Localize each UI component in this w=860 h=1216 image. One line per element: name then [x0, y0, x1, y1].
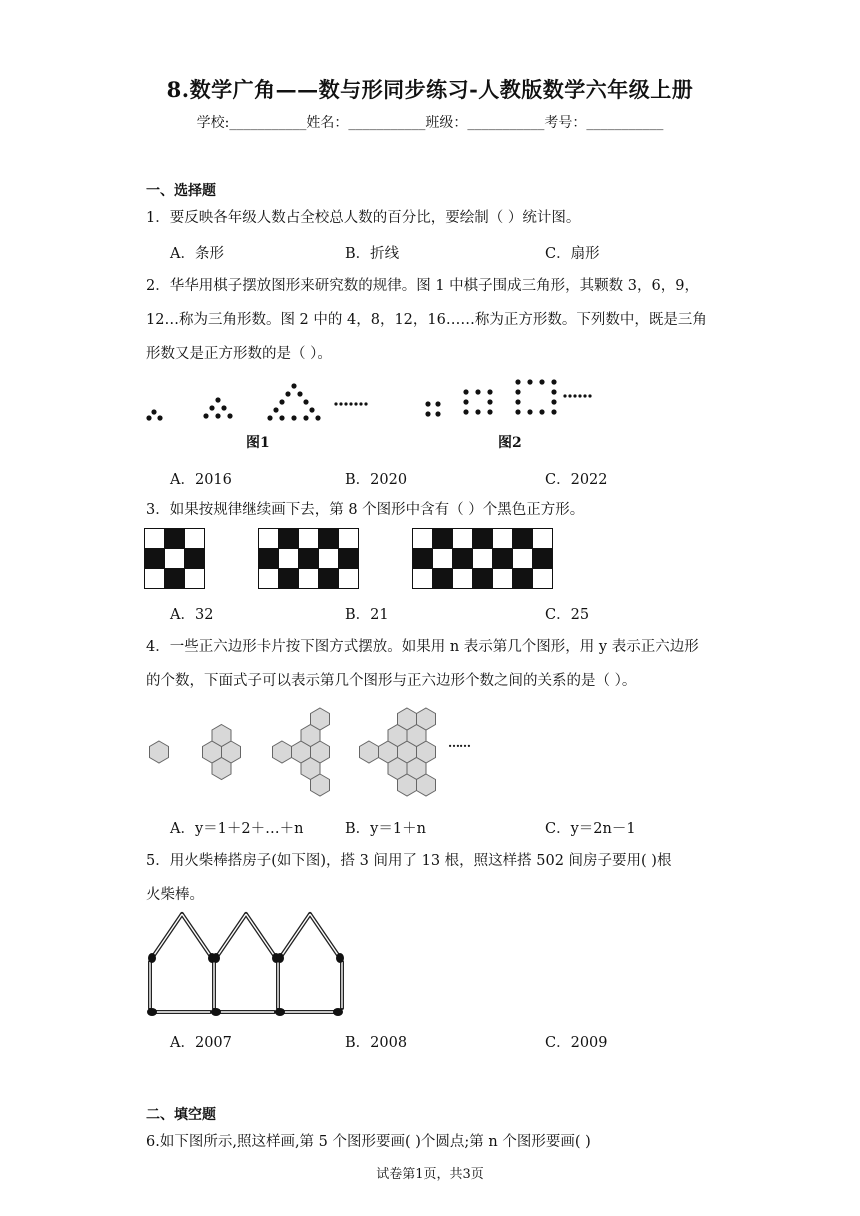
q4-hexagon-figures — [140, 700, 500, 800]
q2-option-c: C．2022 — [545, 472, 608, 488]
q2-option-b: B．2020 — [345, 472, 408, 488]
section-choice-title: 一、选择题 — [146, 183, 216, 199]
q4-text-line1: 4．一些正六边形卡片按下图方式摆放。如果用 n 表示第几个图形，用 y 表示正六边形 — [146, 639, 699, 655]
square-dot-patterns — [425, 379, 591, 416]
q5-option-b: B．2008 — [345, 1035, 408, 1051]
q4-continuation-dots: …… — [448, 736, 470, 750]
figure-1-label: 图1 — [246, 435, 270, 451]
q5-text-line1: 5．用火柴棒搭房子(如下图)，搭 3 间用了 13 根，照这样搭 502 间房子要用( )根 — [146, 853, 672, 869]
page-footer: 试卷第1页，共3页 — [376, 1167, 484, 1182]
checker-figure-2 — [259, 529, 359, 589]
q4-option-b: B．y＝1＋n — [345, 821, 426, 837]
q5-matchstick-houses — [144, 910, 354, 1022]
student-info-line: 学校:___________姓名：___________班级：___________考号：___________ — [196, 115, 664, 131]
q4-text-line2: 的个数，下面式子可以表示第几个图形与正六边形个数之间的关系的是（ ）。 — [146, 673, 637, 689]
q5-text-line2: 火柴棒。 — [146, 887, 204, 903]
q4-option-c: C．y＝2n－1 — [545, 821, 636, 837]
q3-text: 3．如果按规律继续画下去，第 8 个图形中含有（ ）个黑色正方形。 — [146, 502, 585, 518]
q6-text: 6.如下图所示,照这样画,第 5 个图形要画( )个圆点;第 n 个图形要画( ) — [146, 1134, 591, 1150]
checker-figure-3 — [413, 529, 553, 589]
q2-figure-dots — [140, 376, 620, 456]
q1-option-c: C．扇形 — [545, 246, 600, 262]
q4-option-a: A．y＝1＋2＋…＋n — [170, 821, 304, 837]
checker-figure-1 — [145, 529, 205, 589]
hexagon-figure-3 — [273, 708, 330, 796]
q2-option-a: A．2016 — [170, 472, 232, 488]
q3-option-a: A．32 — [170, 607, 214, 623]
q1-option-b: B．折线 — [345, 246, 400, 262]
q5-option-a: A．2007 — [170, 1035, 232, 1051]
figure-2-label: 图2 — [498, 435, 522, 451]
q3-option-c: C．25 — [545, 607, 590, 623]
hexagon-figure-2 — [203, 725, 241, 780]
triangle-dot-patterns — [146, 383, 367, 420]
section-fill-title: 二、填空题 — [146, 1107, 216, 1123]
hexagon-figure-1 — [150, 741, 169, 763]
q5-option-c: C．2009 — [545, 1035, 608, 1051]
page-title: 8.数学广角——数与形同步练习-人教版数学六年级上册 — [166, 77, 694, 102]
q1-option-a: A．条形 — [170, 246, 224, 262]
q1-text: 1．要反映各年级人数占全校总人数的百分比，要绘制（ ）统计图。 — [146, 210, 581, 226]
q2-text-line2: 12…称为三角形数。图 2 中的 4，8，12，16……称为正方形数。下列数中，既是三角 — [146, 312, 707, 328]
q2-text-line1: 2．华华用棋子摆放图形来研究数的规律。图 1 中棋子围成三角形，其颗数 3，6，9， — [146, 278, 699, 294]
q3-option-b: B．21 — [345, 607, 389, 623]
q3-checker-figures — [144, 528, 564, 594]
q2-text-line3: 形数又是正方形数的是（ ）。 — [146, 346, 332, 362]
hexagon-figure-4 — [360, 708, 436, 796]
